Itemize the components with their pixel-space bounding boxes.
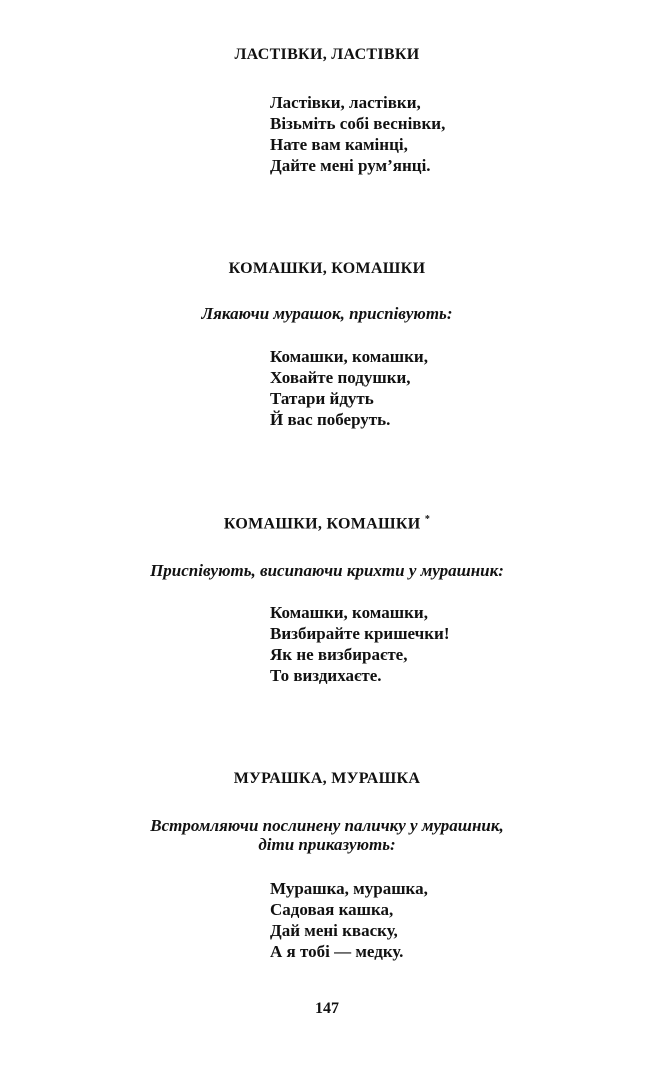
verse-line: Мурашка, мурашка, xyxy=(270,879,428,898)
poem-2-title: КОМАШКИ, КОМАШКИ xyxy=(228,260,426,277)
verse-line: Нате вам камінці, xyxy=(270,135,408,154)
verse-line: То виздихаєте. xyxy=(270,666,382,685)
poem-3-verse xyxy=(270,602,450,686)
verse-line: Садовая кашка, xyxy=(270,900,394,919)
poem-2-verse xyxy=(270,346,428,430)
verse-line: Комашки, комашки, xyxy=(270,347,428,366)
verse-line: Татари йдуть xyxy=(270,389,374,408)
poem-4-intro-line: Встромляючи послинену паличку у мурашник, xyxy=(150,816,504,835)
page-number: 147 xyxy=(315,1000,339,1017)
verse-line: Візьміть собі веснівки, xyxy=(270,114,446,133)
poem-4-verse xyxy=(270,878,428,962)
verse-line: Й вас поберуть. xyxy=(270,410,391,429)
verse-line: А я тобі — медку. xyxy=(270,942,404,961)
poem-4-intro xyxy=(0,816,654,854)
poem-2-intro: Лякаючи мурашок, приспівують: xyxy=(201,304,453,323)
verse-line: Комашки, комашки, xyxy=(270,603,428,622)
poem-3-intro: Приспівують, висипаючи крихти у мурашник: xyxy=(150,561,504,580)
poem-1-verse xyxy=(270,92,445,176)
poem-1-title: ЛАСТІВКИ, ЛАСТІВКИ xyxy=(234,46,420,63)
poem-3-title-text: КОМАШКИ, КОМАШКИ xyxy=(223,515,421,533)
verse-line: Визбирайте кришечки! xyxy=(270,624,450,643)
verse-line: Ластівки, ластівки, xyxy=(270,93,421,112)
poem-4-title: МУРАШКА, МУРАШКА xyxy=(233,770,421,787)
poem-4-intro-line: діти приказують: xyxy=(258,835,396,854)
footnote-marker: * xyxy=(424,514,431,525)
verse-line: Дай мені кваску, xyxy=(270,921,398,940)
verse-line: Ховайте подушки, xyxy=(270,368,411,387)
poem-3-title xyxy=(0,514,654,533)
verse-line: Дайте мені рум’янці. xyxy=(270,156,431,175)
verse-line: Як не визбираєте, xyxy=(270,645,408,664)
